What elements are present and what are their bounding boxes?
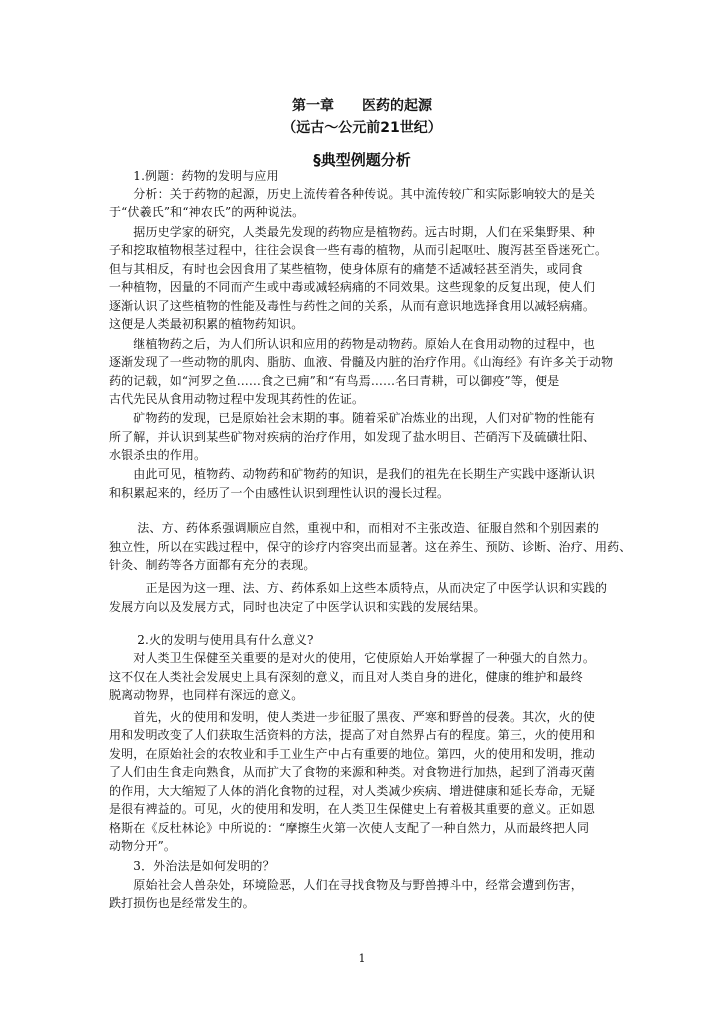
paragraph-line: 是很有裨益的。可见，火的使用和发明，在人类卫生保健史上有着极其重要的意义。正如恩 [109, 802, 596, 816]
paragraph-line: 水银杀虫的作用。 [109, 448, 207, 462]
paragraph-line: 于“伏羲氏”和“神农氏”的两种说法。 [109, 205, 305, 219]
page-number: 1 [358, 952, 366, 965]
paragraph-line: 1.例题：药物的发明与应用 [109, 169, 279, 183]
paragraph-line: 这不仅在人类社会发展史上具有深刻的意义，而且对人类自身的进化，健康的维护和最终 [109, 670, 583, 684]
section-title: §典型例题分析 [313, 151, 411, 169]
paragraph-line: 发明，在原始社会的农牧业和手工业生产中占有重要的地位。第四，火的使用和发明，推动 [109, 747, 596, 761]
chapter-title: 第一章 医药的起源 [292, 98, 432, 114]
paragraph-line: 格斯在《反杜林论》中所说的：“摩擦生火第一次使人支配了一种自然力，从而最终把人同 [109, 821, 590, 835]
paragraph-line: 据历史学家的研究，人类最先发现的药物应是植物药。远古时期，人们在采集野果、种 [109, 225, 596, 239]
paragraph-line: 用和发明改变了人们获取生活资料的方法，提高了对自然界占有的程度。第三，火的使用和 [109, 728, 596, 742]
paragraph-line: 由此可见，植物药、动物药和矿物药的知识，是我们的祖先在长期生产实践中逐渐认识 [109, 467, 596, 481]
paragraph-line: 逐渐认识了这些植物的性能及毒性与药性之间的关系，从而有意识地选择食用以减轻病痛。 [109, 299, 596, 313]
paragraph-line: 法、方、药体系强调顺应自然，重视中和，而相对不主张改造、征服自然和个别因素的 [109, 521, 599, 535]
paragraph-line: 原始社会人兽杂处，环境险恶，人们在寻找食物及与野兽搏斗中，经常会遭到伤害， [109, 878, 583, 892]
paragraph-line: 古代先民从食用动物过程中发现其药性的佐证。 [109, 392, 365, 406]
paragraph-line: 对人类卫生保健至关重要的是对火的使用，它使原始人开始掌握了一种强大的自然力。 [109, 651, 596, 665]
paragraph-line: 分析：关于药物的起源，历史上流传着各种传说。其中流传较广和实际影响较大的是关 [109, 187, 596, 201]
paragraph-line: 继植物药之后，为人们所认识和应用的药物是动物药。原始人在食用动物的过程中，也 [109, 337, 596, 351]
paragraph-line: 首先，火的使用和发明，使人类进一步征服了黑夜、严寒和野兽的侵袭。其次，火的使 [109, 710, 596, 724]
paragraph-line: 子和挖取植物根茎过程中，往往会误食一些有毒的植物，从而引起呕吐、腹泻甚至昏迷死亡。 [109, 243, 608, 257]
paragraph-line: 脱离动物界，也同样有深远的意义。 [109, 688, 304, 702]
paragraph-line: 的作用，大大缩短了人体的消化食物的过程，对人类减少疾病、增进健康和延长寿命，无疑 [109, 784, 596, 798]
paragraph-line: 矿物药的发现，已是原始社会末期的事。随着采矿冶炼业的出现，人们对矿物的性能有 [109, 411, 596, 425]
paragraph-line: 发展方向以及发展方式，同时也决定了中医学认识和实践的发展结果。 [109, 600, 486, 614]
paragraph-line: 2.火的发明与使用具有什么意义? [109, 633, 314, 647]
paragraph-line: 这便是人类最初积累的植物药知识。 [109, 317, 304, 331]
chapter-subtitle: （远古～公元前21世纪） [282, 120, 442, 136]
paragraph-line: 和积累起来的，经历了一个由感性认识到理性认识的漫长过程。 [109, 486, 450, 500]
paragraph-line: 正是因为这一理、法、方、药体系如上这些本质特点，从而决定了中医学认识和实践的 [109, 581, 608, 595]
paragraph-line: 但与其相反，有时也会因食用了某些植物，使身体原有的痛楚不适减轻甚至消失，或同食 [109, 262, 583, 276]
paragraph-line: 一种植物，因量的不同而产生或中毒或减轻病痛的不同效果。这些现象的反复出现，使人们 [109, 280, 596, 294]
paragraph-line: 动物分开”。 [109, 839, 177, 853]
paragraph-line: 药的记载，如“河罗之鱼……食之已痈”和“有鸟焉……名曰青耕，可以御疫”等，便是 [109, 374, 560, 388]
paragraph-line: 所了解，并认识到某些矿物对疾病的治疗作用，如发现了盐水明目、芒硝泻下及硫磺壮阳、 [109, 430, 596, 444]
paragraph-line: 独立性，所以在实践过程中，保守的诊疗内容突出而显著。这在养生、预防、诊断、治疗、用药、 [109, 540, 632, 554]
paragraph-line: 逐渐发现了一些动物的肌肉、脂肪、血液、骨髓及内脏的治疗作用。《山海经》有许多关于动物 [109, 355, 614, 369]
paragraph-line: 了人们由生食走向熟食，从而扩大了食物的来源和种类。对食物进行加热，起到了消毒灭菌 [109, 765, 596, 779]
paragraph-line: 针灸、制药等各方面都有充分的表现。 [109, 558, 316, 572]
paragraph-line: 跌打损伤也是经常发生的。 [109, 896, 255, 910]
paragraph-line: 3．外治法是如何发明的？ [109, 859, 275, 873]
